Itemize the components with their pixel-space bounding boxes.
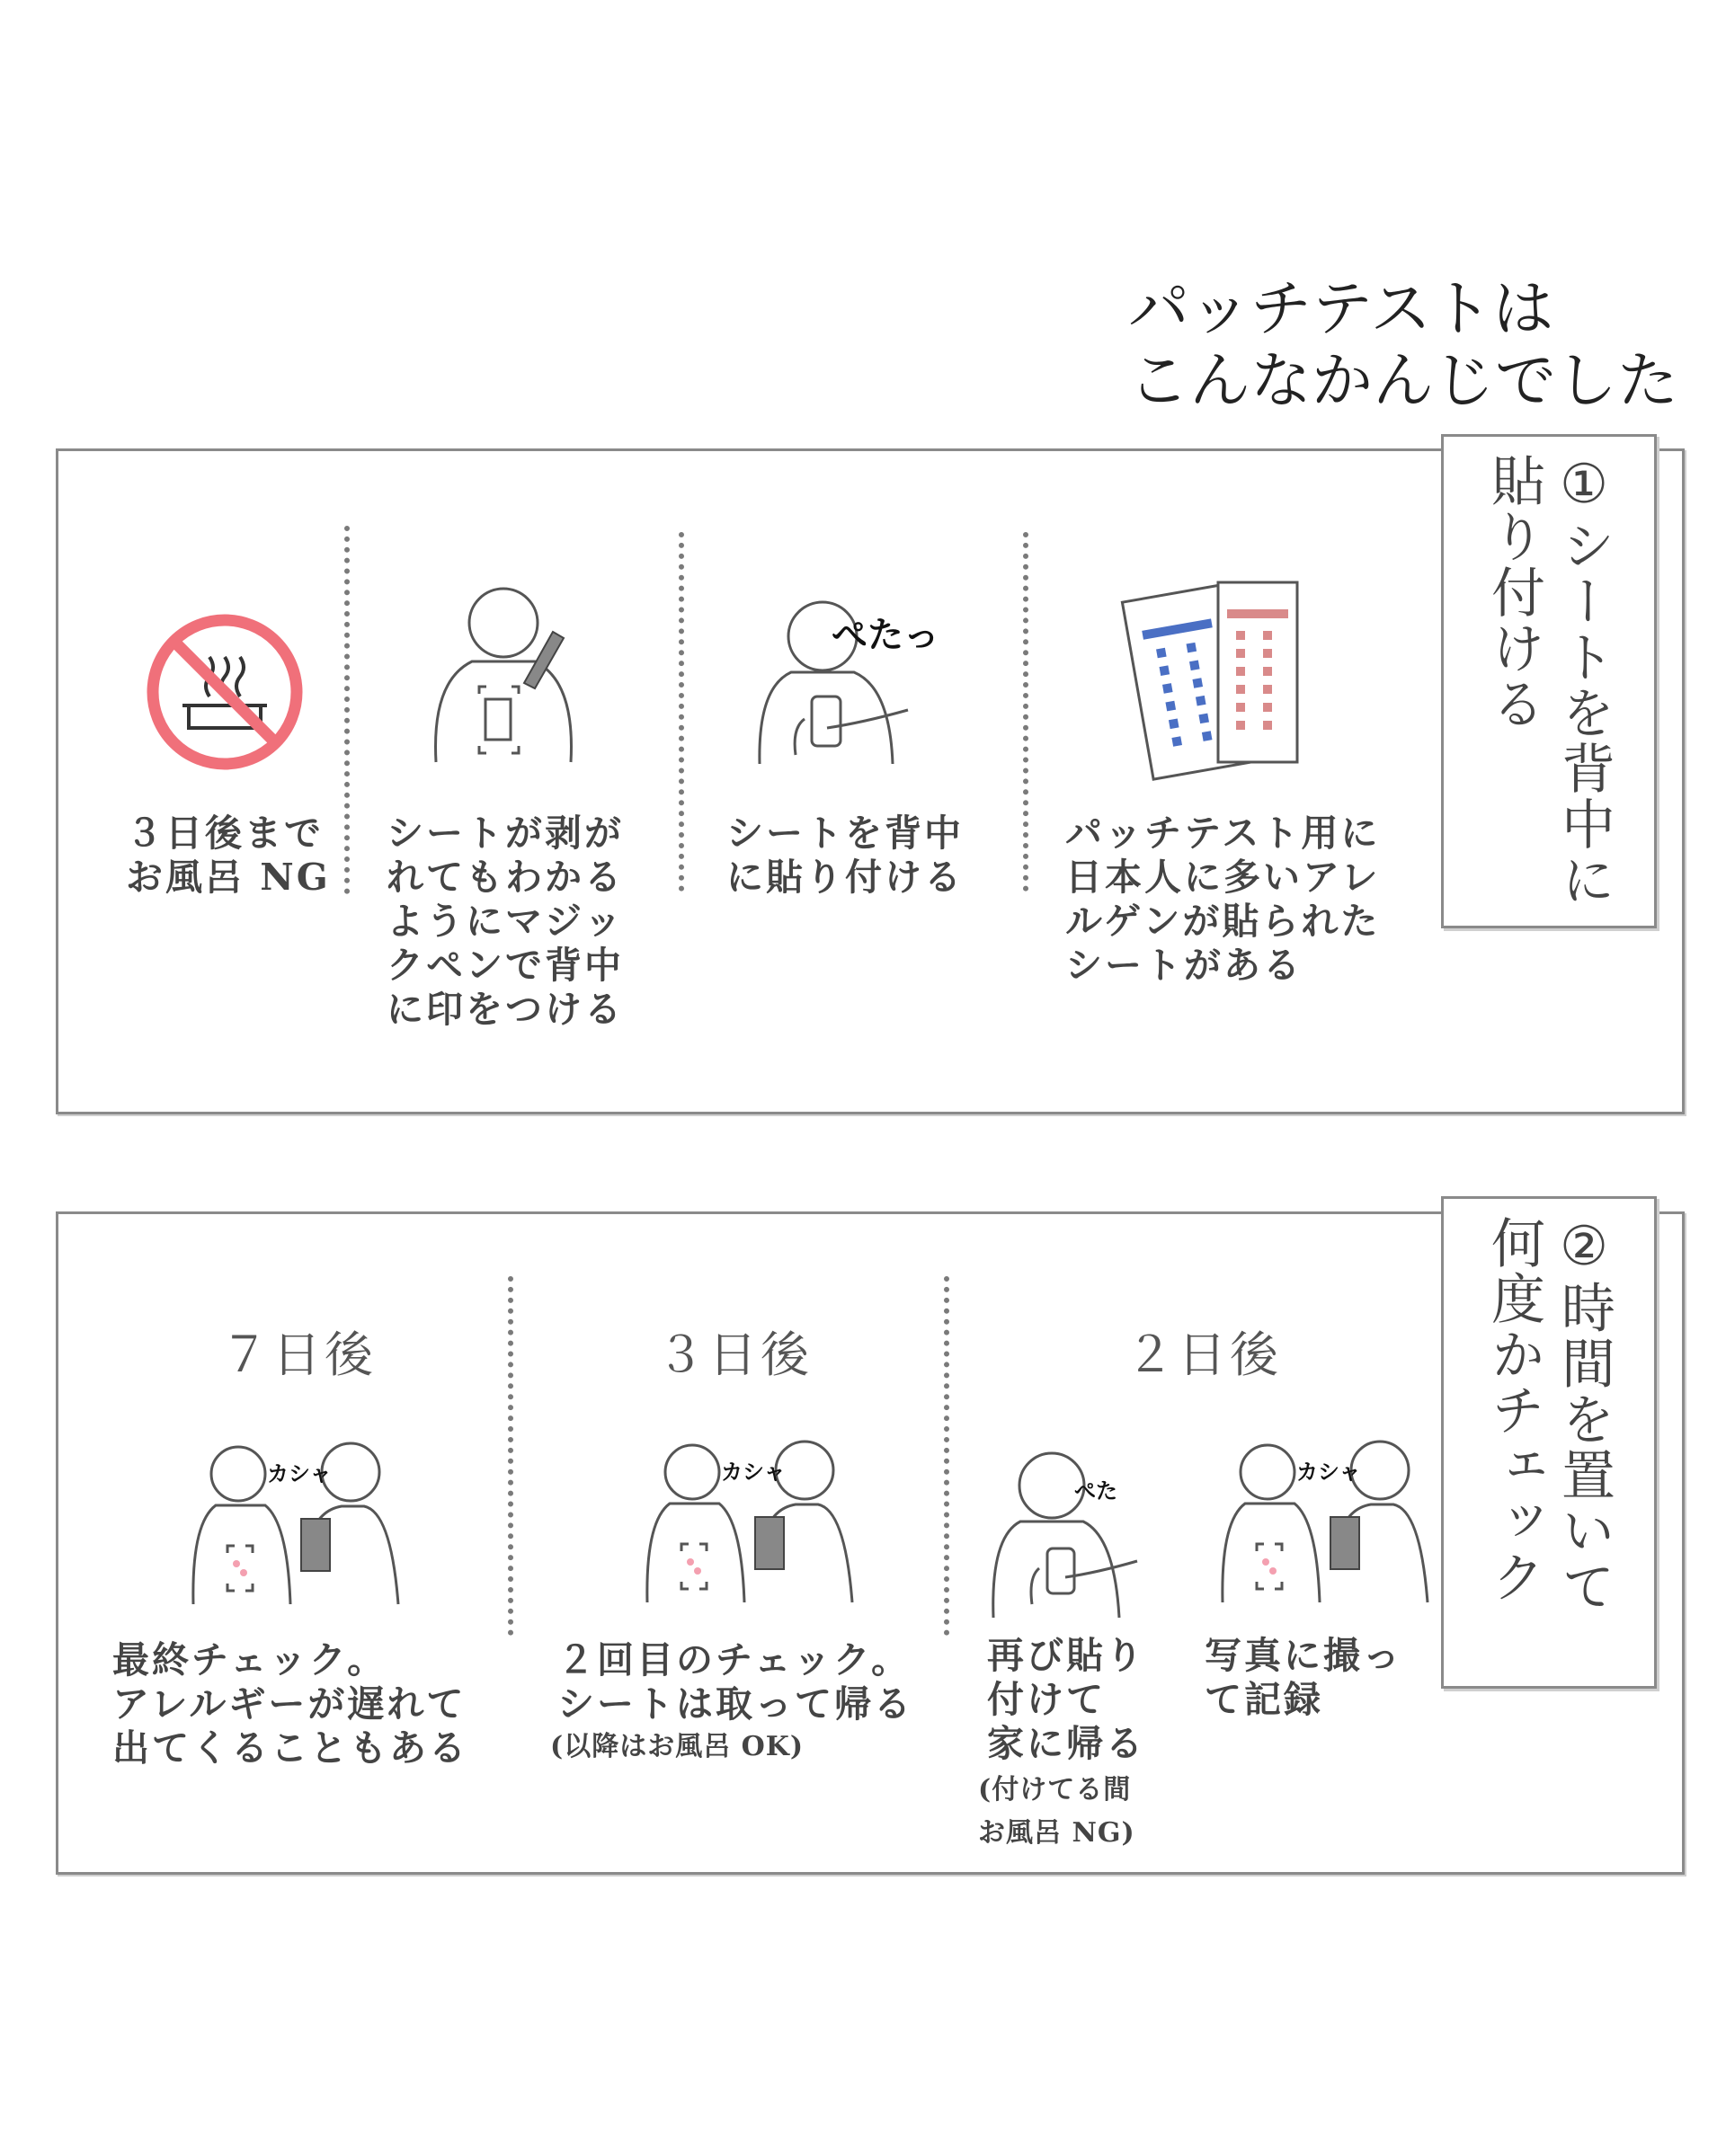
page-title — [1128, 274, 1704, 418]
sticking-sheet-icon — [742, 593, 966, 773]
photo-check-icon — [1214, 1436, 1447, 1607]
note-content: 付けてる間 お風呂 NG — [978, 1774, 1132, 1849]
note-text: (以降はお風呂 OK) — [550, 1731, 805, 1762]
photo-check-icon — [184, 1438, 418, 1609]
divider — [1023, 532, 1028, 892]
step1-label-line2: 貼り付ける — [1482, 453, 1545, 732]
step2-item-text: 最終チェック。 アレルギーが遅れて 出てくることもある — [112, 1638, 468, 1770]
marker-on-back-icon — [418, 582, 589, 771]
step1-item-text: シートが剥が れてもわかる ようにマジッ クペンで背中 に印をつける — [387, 812, 624, 1031]
divider — [944, 1276, 949, 1636]
day-label: ２日後 — [1125, 1326, 1282, 1383]
sfx-text: ぺた — [1074, 1478, 1117, 1504]
step1-item-text: シートを背中 に貼り付ける — [726, 812, 964, 899]
sfx-text: カシャ — [721, 1460, 786, 1485]
step1-label — [1441, 434, 1657, 928]
no-bath-icon — [139, 607, 310, 777]
step1-item-text: パッチテスト用に 日本人に多いアレ ルゲンが貼られた シートがある — [1065, 812, 1381, 987]
title-line-2: こんなかんじでした — [1128, 346, 1679, 417]
step2-item-text: 写真に撮っ て記録 — [1205, 1634, 1402, 1721]
sfx-text: カシャ — [267, 1461, 332, 1486]
photo-check-icon — [638, 1436, 872, 1607]
note-content: 以降はお風呂 OK — [564, 1731, 790, 1762]
step1-item-text: ３日後まで お風呂 NG — [126, 812, 331, 899]
step2-label — [1441, 1196, 1657, 1689]
step2-label-line1: ②時間を置いて — [1553, 1215, 1615, 1614]
step2-label-line2: 何度かチェック — [1482, 1215, 1545, 1605]
divider — [679, 532, 684, 892]
re-stick-icon — [980, 1442, 1151, 1622]
divider — [508, 1276, 513, 1636]
sfx-text: カシャ — [1296, 1460, 1361, 1485]
sfx-text: ぺたっ — [832, 615, 939, 656]
patch-sheets-icon — [1119, 575, 1317, 782]
step2-item-text: ２回目のチェック。 シートは取って帰る — [557, 1638, 913, 1726]
day-label: ７日後 — [220, 1326, 377, 1383]
step1-label-line1: ①シートを背中に — [1553, 453, 1615, 908]
title-line-1: パッチテストは — [1128, 274, 1554, 345]
note-text: (付けてる間 お風呂 NG) — [978, 1774, 1135, 1849]
day-label: ３日後 — [656, 1326, 813, 1383]
divider — [344, 526, 350, 894]
step2-item-text: 再び貼り 付けて 家に帰る — [987, 1634, 1145, 1765]
